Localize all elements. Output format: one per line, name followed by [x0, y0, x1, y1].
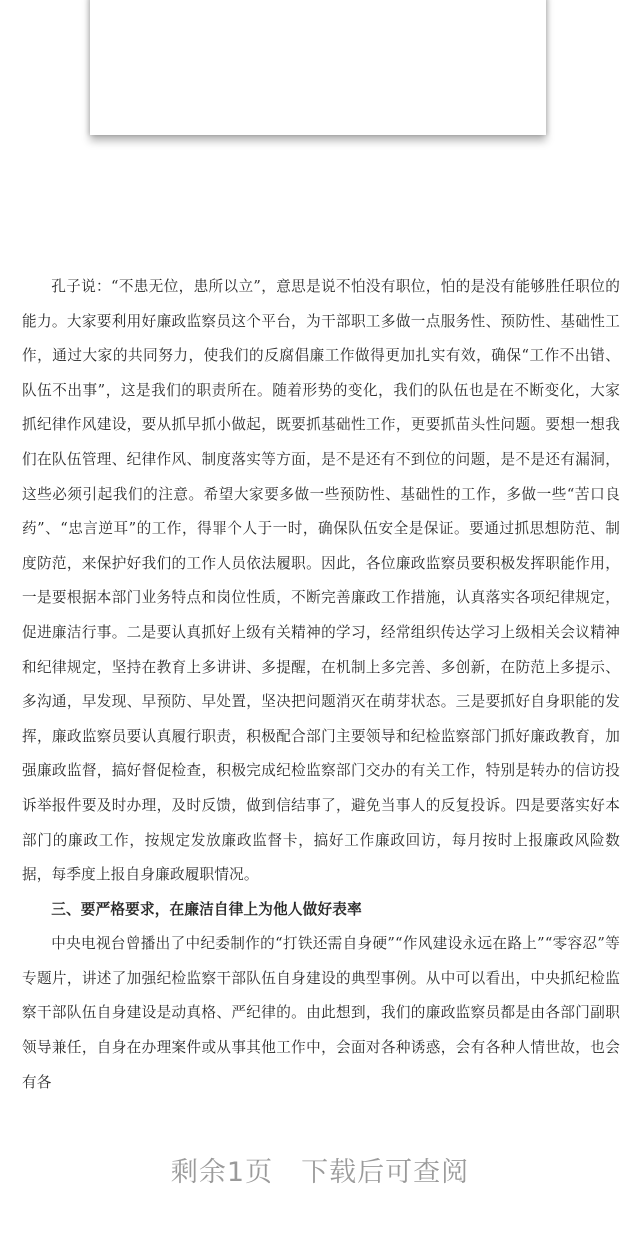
section-heading: 三、要严格要求，在廉洁自律上为他人做好表率: [51, 900, 362, 918]
body-paragraph: 孔子说：“不患无位，患所以立”，意思是说不怕没有职位，怕的是没有能够胜任职位的能力。大家要利用好廉政监察员这个平台，为干部职工多做一点服务性、预防性、基础性工作，通过大家的共同努力，使我们的反腐倡廉工作做得更加扎实有效，确保“工作不出错、队伍不出事”，这是我们的职责所在。随着形势的变化，我们的队伍也是在不断变化，大家抓纪律作风建设，要从抓早抓小做起，既要抓基础性工作，更要抓苗头性问题。要想一想我们在队伍管理、纪律作风、制度落实等方面，是不是还有不到位的问题，是不是还有漏洞，这些必须引起我们的注意。希望大家要多做一些预防性、基础性的工作，多做一些“苦口良药”、“忠言逆耳”的工作，得罪个人于一时，确保队伍安全是保证。要通过抓思想防范、制度防范，来保护好我们的工作人员依法履职。因此，各位廉政监察员要积极发挥职能作用，一是要根据本部门业务特点和岗位性质，不断完善廉政工作措施，认真落实各项纪律规定，促进廉洁行事。二是要认真抓好上级有关精神的学习，经常组织传达学习上级相关会议精神和纪律规定，坚持在教育上多讲讲、多提醒，在机制上多完善、多创新，在防范上多提示、多沟通，早发现、早预防、早处置，坚决把问题消灭在萌芽状态。三是要抓好自身职能的发挥，廉政监察员要认真履行职责，积极配合部门主要领导和纪检监察部门抓好廉政教育，加强廉政监督，搞好督促检查，积极完成纪检监察部门交办的有关工作，特别是转办的信访投诉举报件要及时办理，及时反馈，做到信结事了，避免当事人的反复投诉。四是要落实好本部门的廉政工作，按规定发放廉政监督卡，搞好工作廉政回访，每月按时上报廉政风险数据，每季度上报自身廉政履职情况。: [22, 278, 620, 884]
download-prompt[interactable]: [0, 1150, 640, 1189]
download-hint-label: 下载后可查阅: [301, 1157, 470, 1188]
previous-page-card: [90, 0, 546, 135]
document-body: [22, 270, 620, 1100]
body-paragraph-after-heading: 中央电视台曾播出了中纪委制作的“打铁还需自身硬”“作风建设永远在路上”“零容忍”等专题片，讲述了加强纪检监察干部队伍自身建设的典型事例。从中可以看出，中央抓纪检监察干部队伍自身建设是动真格、严纪律的。由此想到，我们的廉政监察员都是由各部门副职领导兼任，自身在办理案件或从事其他工作中，会面对各种诱惑，会有各种人情世故，也会有各: [22, 935, 620, 1091]
remaining-pages-label: 剩余1页: [170, 1157, 274, 1188]
